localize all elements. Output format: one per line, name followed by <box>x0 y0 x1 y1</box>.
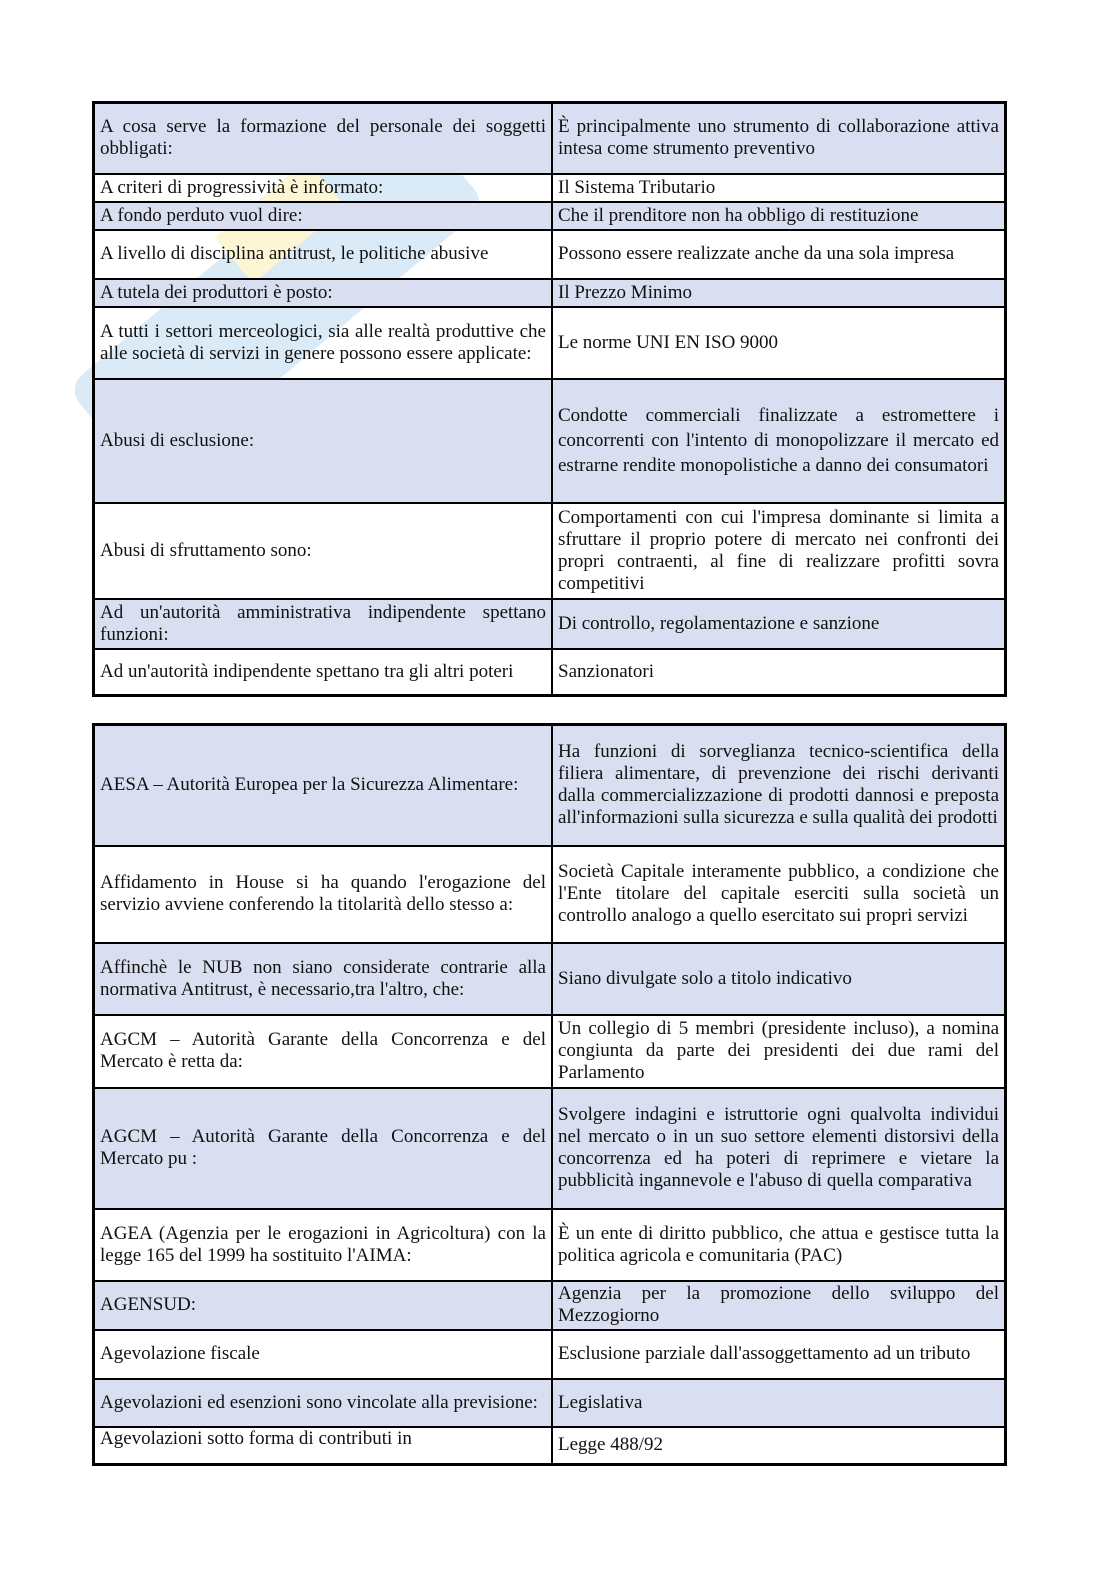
answer-cell: Società Capitale interamente pubblico, a condizione che l'Ente titolare del capitale eserciti sulla società un controllo analogo a quello esercitato sui propri servizi <box>552 846 1006 943</box>
question-cell: Abusi di esclusione: <box>94 379 553 503</box>
answer-cell: Possono essere realizzate anche da una sola impresa <box>552 230 1006 279</box>
question-cell: A tutela dei produttori è posto: <box>94 279 553 307</box>
answer-cell: Legge 488/92 <box>552 1427 1006 1465</box>
question-cell: Agevolazioni ed esenzioni sono vincolate alla previsione: <box>94 1379 553 1427</box>
answer-cell: Siano divulgate solo a titolo indicativo <box>552 943 1006 1015</box>
question-cell: Affidamento in House si ha quando l'erogazione del servizio avviene conferendo la titolarità dello stesso a: <box>94 846 553 943</box>
answer-cell: Le norme UNI EN ISO 9000 <box>552 307 1006 379</box>
question-cell: A cosa serve la formazione del personale dei soggetti obbligati: <box>94 103 553 174</box>
qa-table-2 <box>92 723 1007 1466</box>
answer-cell: Un collegio di 5 membri (presidente incluso), a nomina congiunta da parte dei presidenti dei due rami del Parlamento <box>552 1015 1006 1088</box>
answer-cell: Che il prenditore non ha obbligo di restituzione <box>552 202 1006 230</box>
question-cell: A fondo perduto vuol dire: <box>94 202 553 230</box>
answer-cell: Di controllo, regolamentazione e sanzione <box>552 599 1006 649</box>
answer-cell: Ha funzioni di sorveglianza tecnico-scientifica della filiera alimentare, di prevenzione dei rischi derivanti dalla commercializzazione di prodotti dannosi e preposta all'informazioni sulla sicurezza e sulla qualità dei prodotti <box>552 725 1006 846</box>
qa-table-1 <box>92 101 1007 697</box>
question-cell: Agevolazione fiscale <box>94 1330 553 1379</box>
question-cell: Ad un'autorità amministrativa indipendente spettano funzioni: <box>94 599 553 649</box>
question-cell: AGCM – Autorità Garante della Concorrenza e del Mercato è retta da: <box>94 1015 553 1088</box>
answer-cell: È principalmente uno strumento di collaborazione attiva intesa come strumento preventivo <box>552 103 1006 174</box>
question-cell: Abusi di sfruttamento sono: <box>94 503 553 599</box>
answer-cell: Condotte commerciali finalizzate a estromettere i concorrenti con l'intento di monopolizzare il mercato ed estrarne rendite monopolistiche a danno dei consumatori <box>552 379 1006 503</box>
answer-cell: Il Sistema Tributario <box>552 174 1006 202</box>
question-cell: AGEA (Agenzia per le erogazioni in Agricoltura) con la legge 165 del 1999 ha sostituito l'AIMA: <box>94 1209 553 1281</box>
answer-cell: Comportamenti con cui l'impresa dominante si limita a sfruttare il proprio potere di mercato nei confronti dei propri contraenti, al fine di realizzare profitti sovra competitivi <box>552 503 1006 599</box>
answer-cell: Il Prezzo Minimo <box>552 279 1006 307</box>
question-cell: AGENSUD: <box>94 1281 553 1330</box>
answer-cell: Sanzionatori <box>552 649 1006 696</box>
answer-cell: È un ente di diritto pubblico, che attua e gestisce tutta la politica agricola e comunitaria (PAC) <box>552 1209 1006 1281</box>
question-cell: AGCM – Autorità Garante della Concorrenza e del Mercato pu : <box>94 1088 553 1209</box>
answer-cell: Esclusione parziale dall'assoggettamento ad un tributo <box>552 1330 1006 1379</box>
question-cell: A livello di disciplina antitrust, le politiche abusive <box>94 230 553 279</box>
answer-cell: Svolgere indagini e istruttorie ogni qualvolta individui nel mercato o in un suo settore elementi distorsivi della concorrenza ed ha poteri di reprimere e vietare la pubblicità ingannevole e l'abuso di quella comparativa <box>552 1088 1006 1209</box>
question-cell: A criteri di progressività è informato: <box>94 174 553 202</box>
question-cell: Agevolazioni sotto forma di contributi in <box>94 1427 553 1465</box>
question-cell: AESA – Autorità Europea per la Sicurezza Alimentare: <box>94 725 553 846</box>
question-cell: Affinchè le NUB non siano considerate contrarie alla normativa Antitrust, è necessario,tra l'altro, che: <box>94 943 553 1015</box>
question-cell: Ad un'autorità indipendente spettano tra gli altri poteri <box>94 649 553 696</box>
question-cell: A tutti i settori merceologici, sia alle realtà produttive che alle società di servizi in genere possono essere applicate: <box>94 307 553 379</box>
answer-cell: Legislativa <box>552 1379 1006 1427</box>
answer-cell: Agenzia per la promozione dello sviluppo del Mezzogiorno <box>552 1281 1006 1330</box>
